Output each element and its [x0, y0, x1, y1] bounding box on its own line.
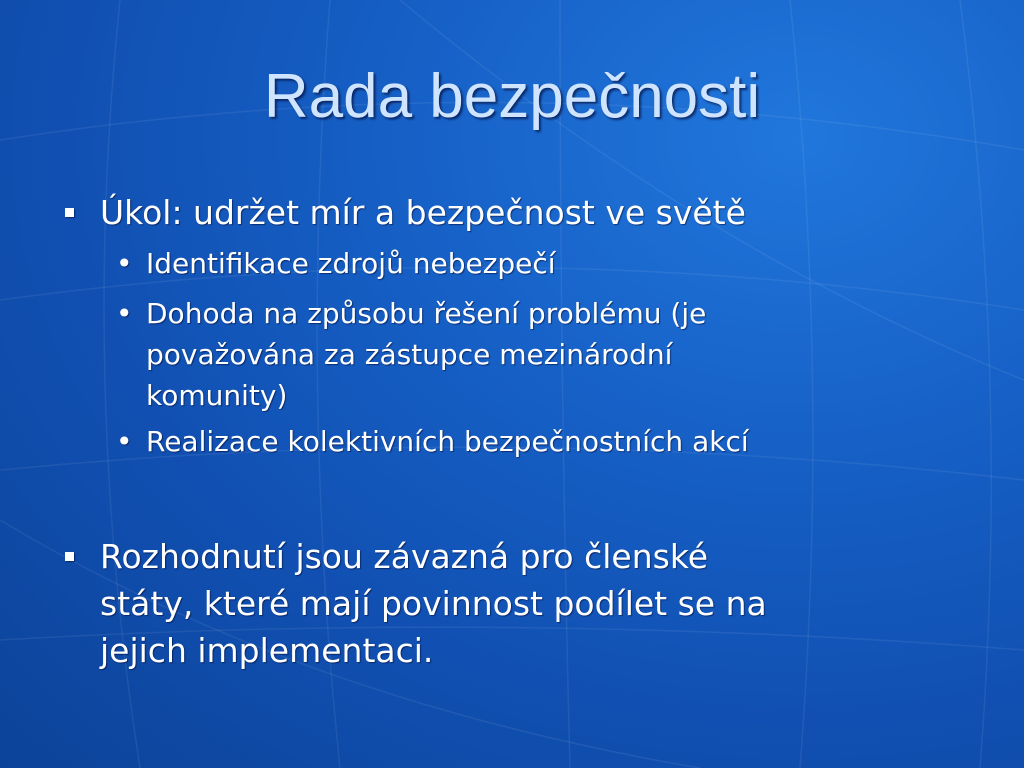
sub-bullet-2-text	[146, 293, 706, 416]
square-bullet-icon	[65, 208, 74, 217]
bullet-2-line-2: státy, které mají povinnost podílet se na	[100, 584, 767, 623]
bullet-2-text	[100, 533, 767, 674]
sub-bullet-2-line-1: Dohoda na způsobu řešení problému (je	[146, 297, 707, 330]
bullet-2-line-3: jejich implementaci.	[100, 631, 434, 670]
sub-bullet-dot-icon: •	[116, 297, 133, 330]
slide-title: Rada bezpečnosti	[263, 62, 761, 131]
bullet-1-text	[100, 189, 746, 236]
sub-bullet-3-line-1: Realizace kolektivních bezpečnostních akcí	[146, 425, 749, 458]
bullet-2-line-1: Rozhodnutí jsou závazná pro členské	[100, 537, 709, 576]
sub-bullet-2-line-3: komunity)	[146, 379, 288, 412]
sub-bullet-1-line-1: Identifikace zdrojů nebezpečí	[146, 247, 556, 280]
sub-bullet-1-text	[146, 243, 556, 284]
bullet-1-line-1: Úkol: udržet mír a bezpečnost ve světě	[100, 193, 746, 232]
square-bullet-icon	[65, 552, 74, 561]
sub-bullet-dot-icon: •	[116, 247, 133, 280]
sub-bullet-dot-icon: •	[116, 425, 133, 458]
sub-bullet-2-line-2: považována za zástupce mezinárodní	[146, 338, 673, 371]
sub-bullet-3-text	[146, 421, 749, 462]
